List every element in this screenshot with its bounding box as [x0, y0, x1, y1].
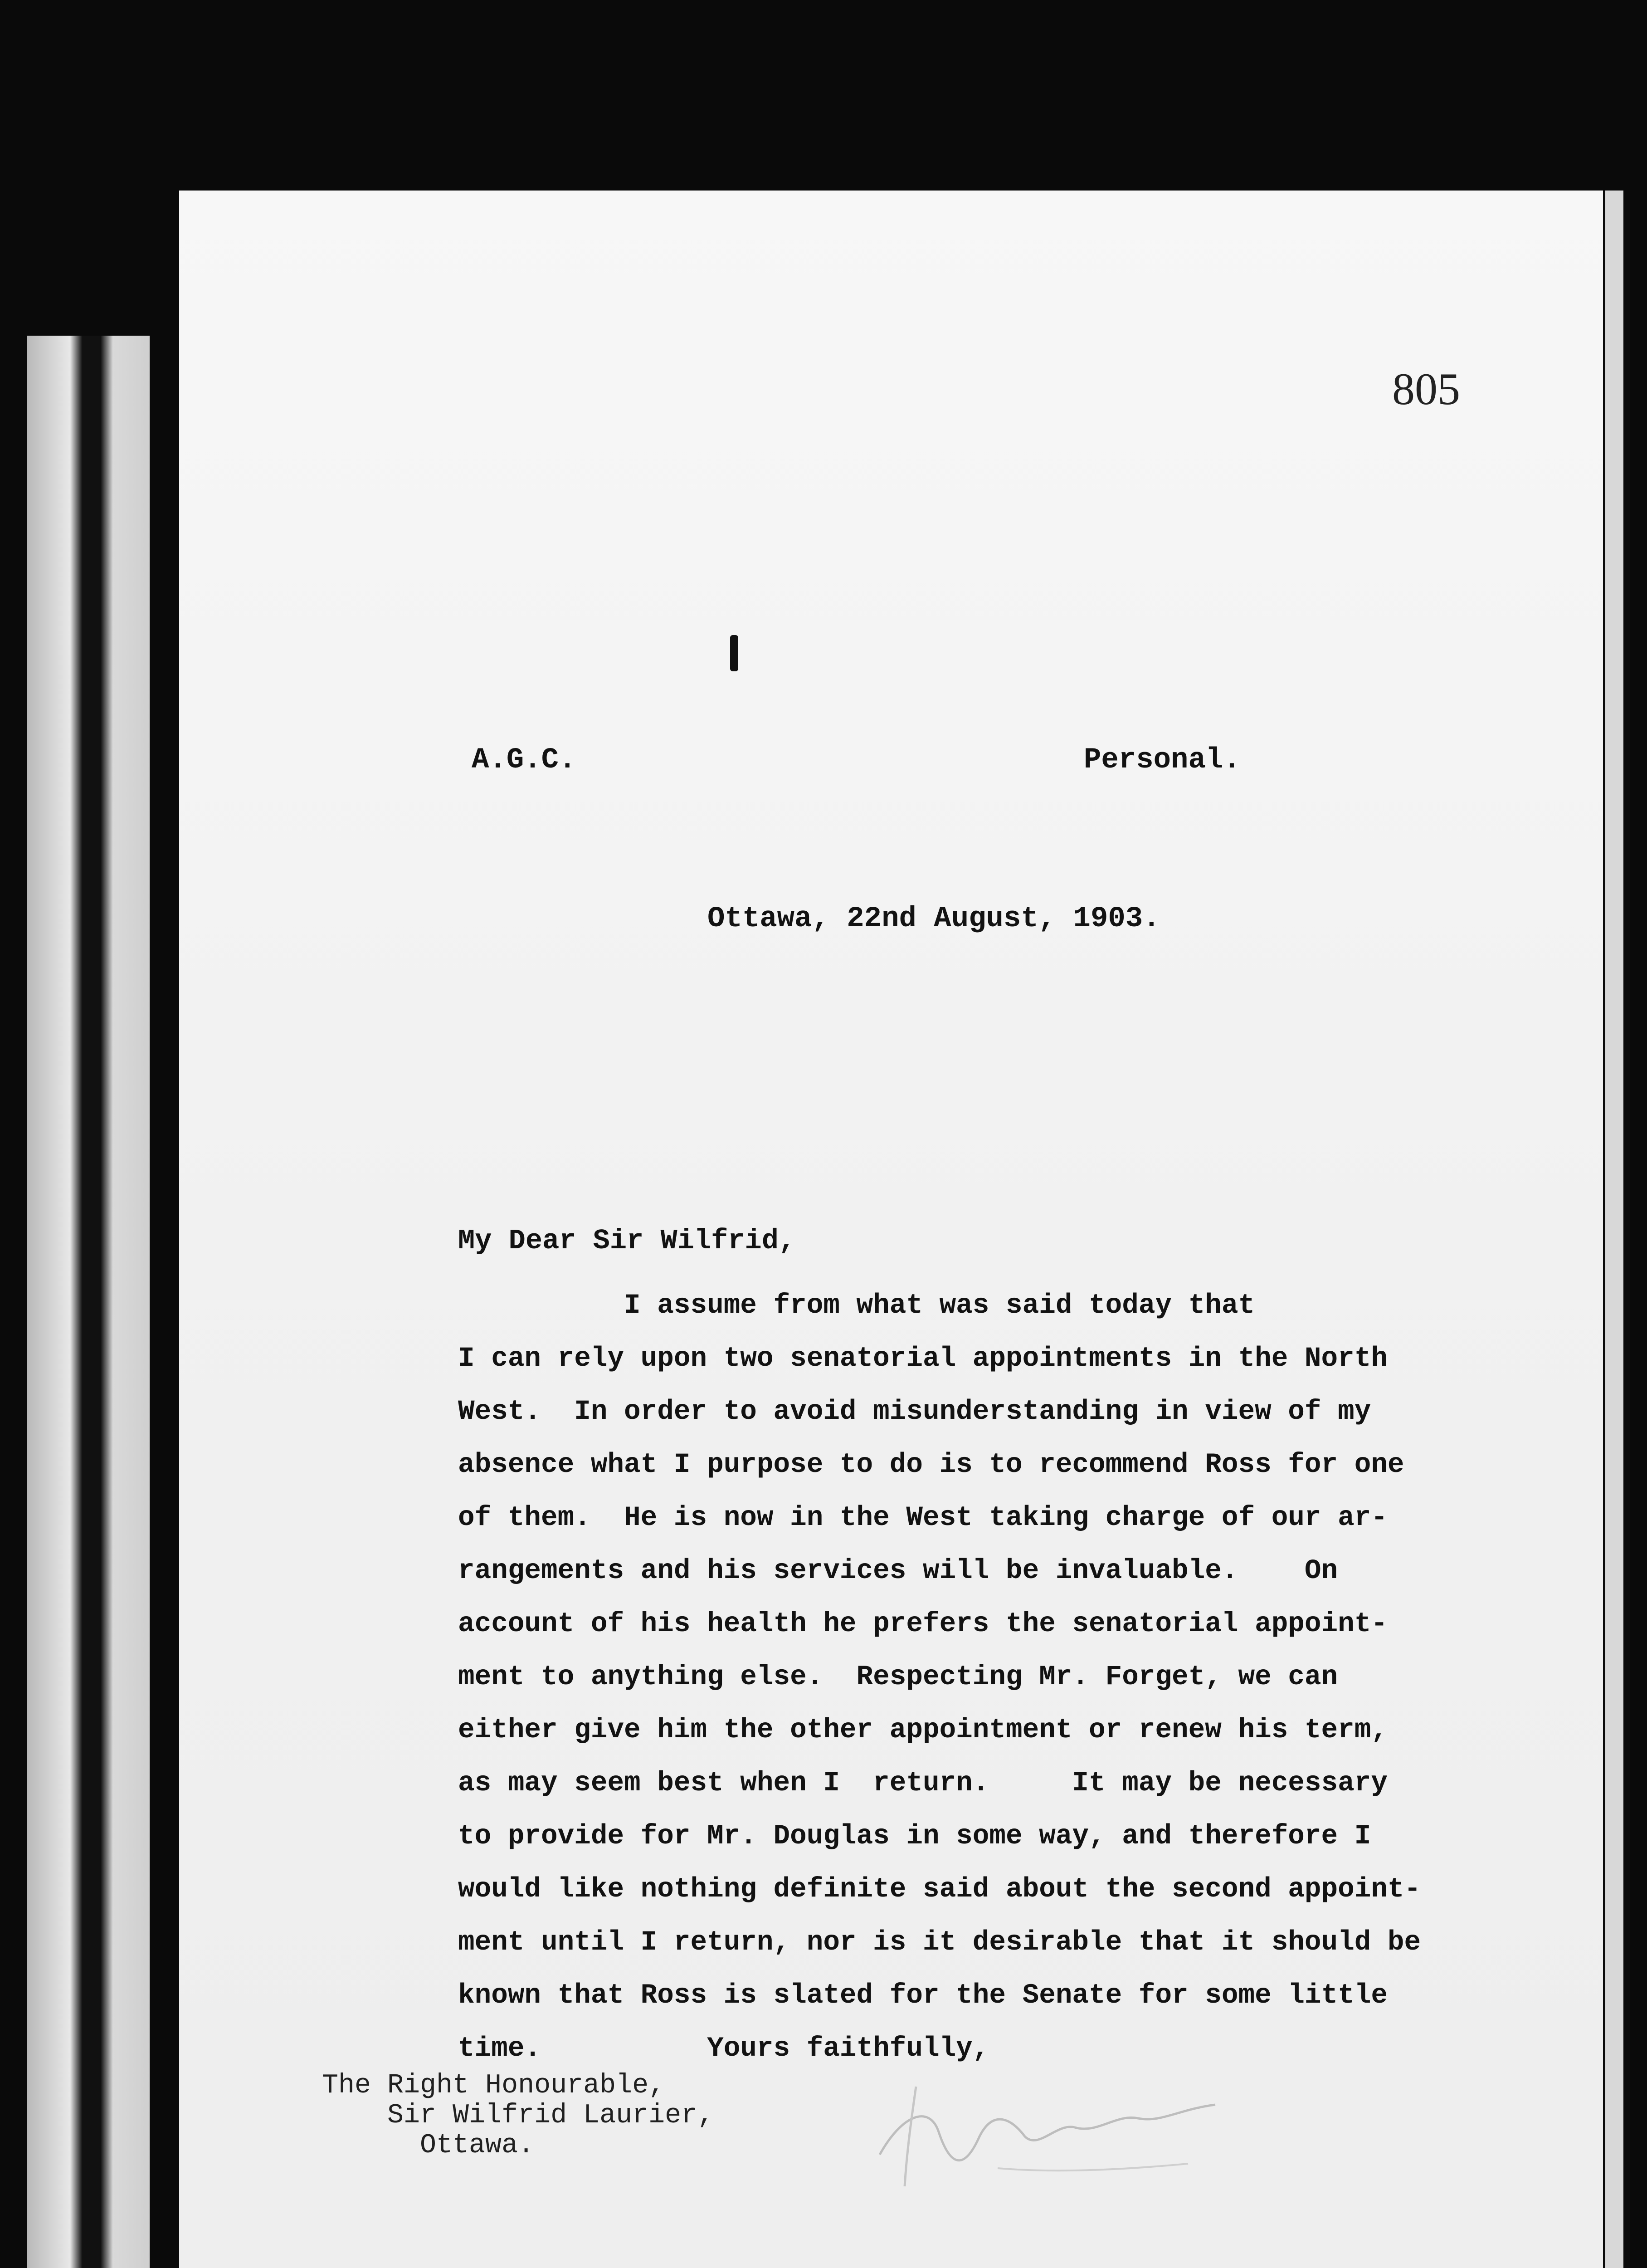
- addressee-line: Sir Wilfrid Laurier,: [322, 2100, 714, 2131]
- addressee-line: Ottawa.: [322, 2130, 535, 2161]
- body-line: either give him the other appointment or renew his term,: [458, 1715, 1388, 1746]
- body-line: ment to anything else. Respecting Mr. Forget, we can: [458, 1662, 1338, 1693]
- body-line: account of his health he prefers the senatorial appoint-: [458, 1608, 1388, 1640]
- film-edge-right: [1605, 191, 1623, 2268]
- body-line: of them. He is now in the West taking charge of our ar-: [458, 1502, 1388, 1534]
- dateline: Ottawa, 22nd August, 1903.: [707, 903, 1160, 935]
- body-line: as may seem best when I return. It may be necessary: [458, 1768, 1388, 1799]
- body-line: time. Yours faithfully,: [458, 2033, 989, 2064]
- letter-body: [458, 1279, 1421, 2075]
- addressee-line: The Right Honourable,: [322, 2070, 665, 2101]
- film-edge-left: [27, 336, 150, 2268]
- ink-mark: [730, 635, 738, 671]
- body-line: I can rely upon two senatorial appointments in the North: [458, 1343, 1388, 1374]
- body-line: I assume from what was said today that: [458, 1290, 1255, 1321]
- sender-code: A.G.C.: [472, 744, 576, 777]
- body-line: absence what I purpose to do is to recommend Ross for one: [458, 1449, 1404, 1481]
- body-line: ment until I return, nor is it desirable that it should be: [458, 1927, 1421, 1958]
- page-number: 805: [1392, 364, 1460, 414]
- classification-label: Personal.: [1084, 744, 1241, 777]
- handwritten-signature: [862, 2059, 1233, 2195]
- body-line: would like nothing definite said about the second appoint-: [458, 1874, 1421, 1905]
- salutation: My Dear Sir Wilfrid,: [458, 1225, 796, 1257]
- body-line: rangements and his services will be invaluable. On: [458, 1555, 1338, 1587]
- addressee-block: [322, 2071, 714, 2160]
- body-line: to provide for Mr. Douglas in some way, and therefore I: [458, 1821, 1371, 1852]
- body-line: known that Ross is slated for the Senate for some little: [458, 1980, 1388, 2011]
- body-line: West. In order to avoid misunderstanding in view of my: [458, 1396, 1371, 1427]
